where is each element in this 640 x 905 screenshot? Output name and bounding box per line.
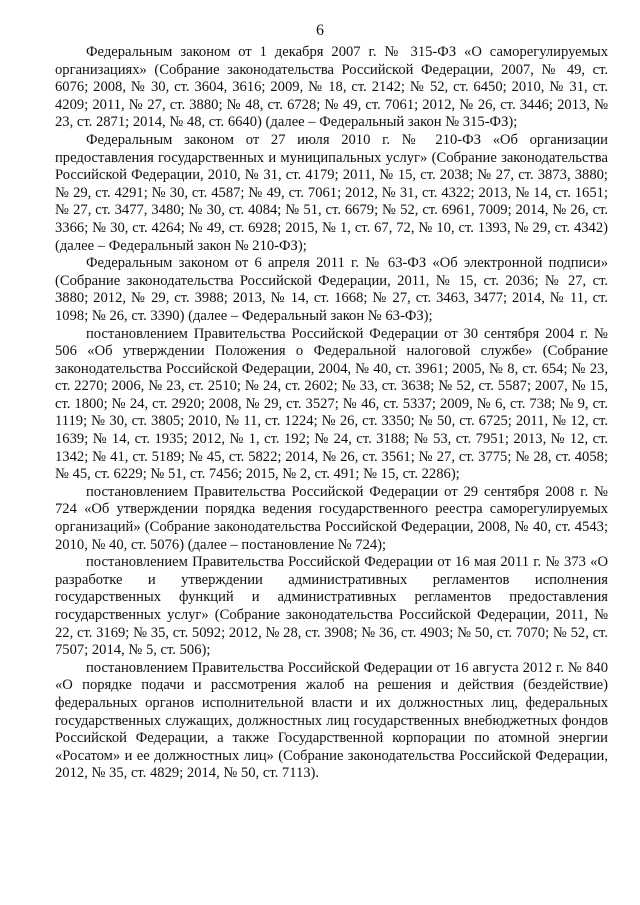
- paragraph-resolution-373: постановлением Правительства Российской Федерации от 16 мая 2011 г. № 373 «О разработке и утверждении административных регламентов исполнения государственных функций и административных регламентов предоставления государственных услуг» (Собрание законодательства Российской Федерации, 2011, № 22, ст. 3169; № 35, ст. 5092; 2012, № 28, ст. 3908; № 36, ст. 4903; № 50, ст. 7070; № 52, ст. 7507; 2014, № 5, ст. 506);: [55, 554, 608, 659]
- page-number: 6: [316, 22, 324, 39]
- paragraph-resolution-724: постановлением Правительства Российской Федерации от 29 сентября 2008 г. № 724 «Об утверждении порядка ведения государственного реестра саморегулируемых организаций» (Собрание законодательства Российской Федерации, 2008, № 40, ст. 4543; 2010, № 40, ст. 5076) (далее – постановление № 724);: [55, 483, 608, 553]
- paragraph-resolution-840: постановлением Правительства Российской Федерации от 16 августа 2012 г. № 840 «О порядке подачи и рассмотрения жалоб на решения и действия (бездействие) федеральных органов исполнительной власти и их должностных лиц, федеральных государственных служащих, должностных лиц государственных внебюджетных фондов Российской Федерации, а также Государственной корпорации по атомной энергии «Росатом» и ее должностных лиц» (Собрание законодательства Российской Федерации, 2012, № 35, ст. 4829; 2014, № 50, ст. 7113).: [55, 659, 608, 782]
- document-body: [55, 44, 608, 783]
- paragraph-federal-law-315: Федеральным законом от 1 декабря 2007 г. № 315-ФЗ «О саморегулируемых организациях» (Собрание законодательства Российской Федерации, 2007, № 49, ст. 6076; 2008, № 30, ст. 3604, 3616; 2009, № 18, ст. 2142; № 52, ст. 6450; 2010, № 31, ст. 4209; 2011, № 27, ст. 3880; № 48, ст. 6728; № 49, ст. 7061; 2012, № 26, ст. 3446; 2013, № 23, ст. 2871; 2014, № 48, ст. 6640) (далее – Федеральный закон № 315-ФЗ);: [55, 44, 608, 131]
- paragraph-federal-law-210: Федеральным законом от 27 июля 2010 г. № 210-ФЗ «Об организации предоставления государственных и муниципальных услуг» (Собрание законодательства Российской Федерации, 2010, № 31, ст. 4179; 2011, № 15, ст. 2038; № 27, ст. 3873, 3880; № 29, ст. 4291; № 30, ст. 4587; № 49, ст. 7061; 2012, № 31, ст. 4322; 2013, № 14, ст. 1651; № 27, ст. 3477, 3480; № 30, ст. 4084; № 51, ст. 6679; № 52, ст. 6961, 7009; 2014, № 26, ст. 3366; № 30, ст. 4264; № 49, ст. 6928; 2015, № 1, ст. 67, 72, № 10, ст. 1393, № 29, ст. 4342) (далее – Федеральный закон № 210-ФЗ);: [55, 131, 608, 254]
- paragraph-federal-law-63: Федеральным законом от 6 апреля 2011 г. № 63-ФЗ «Об электронной подписи» (Собрание законодательства Российской Федерации, 2011, № 15, ст. 2036; № 27, ст. 3880; 2012, № 29, ст. 3988; 2013, № 14, ст. 1668; № 27, ст. 3463, 3477; 2014, № 11, ст. 1098; № 26, ст. 3390) (далее – Федеральный закон № 63-ФЗ);: [55, 255, 608, 324]
- paragraph-resolution-506: постановлением Правительства Российской Федерации от 30 сентября 2004 г. № 506 «Об утверждении Положения о Федеральной налоговой службе» (Собрание законодательства Российской Федерации, 2004, № 40, ст. 3961; 2005, № 8, ст. 654; № 23, ст. 2270; 2006, № 23, ст. 2510; № 24, ст. 2602; № 33, ст. 3638; № 52, ст. 5587; 2007, № 15, ст. 1800; № 24, ст. 2920; 2008, № 29, ст. 3527; № 46, ст. 5337; 2009, № 6, ст. 738; № 9, ст. 1119; № 30, ст. 3805; 2010, № 11, ст. 1224; № 26, ст. 3350; № 50, ст. 6725; 2011, № 12, ст. 1639; № 14, ст. 1935; 2012, № 1, ст. 192; № 24, ст. 3188; № 53, ст. 7951; 2013, № 12, ст. 1342; № 41, ст. 5189; № 45, ст. 5822; 2014, № 26, ст. 3561; № 27, ст. 3775; № 28, ст. 4058; № 45, ст. 6229; № 51, ст. 7456; 2015, № 2, ст. 491; № 15, ст. 2286);: [55, 325, 608, 483]
